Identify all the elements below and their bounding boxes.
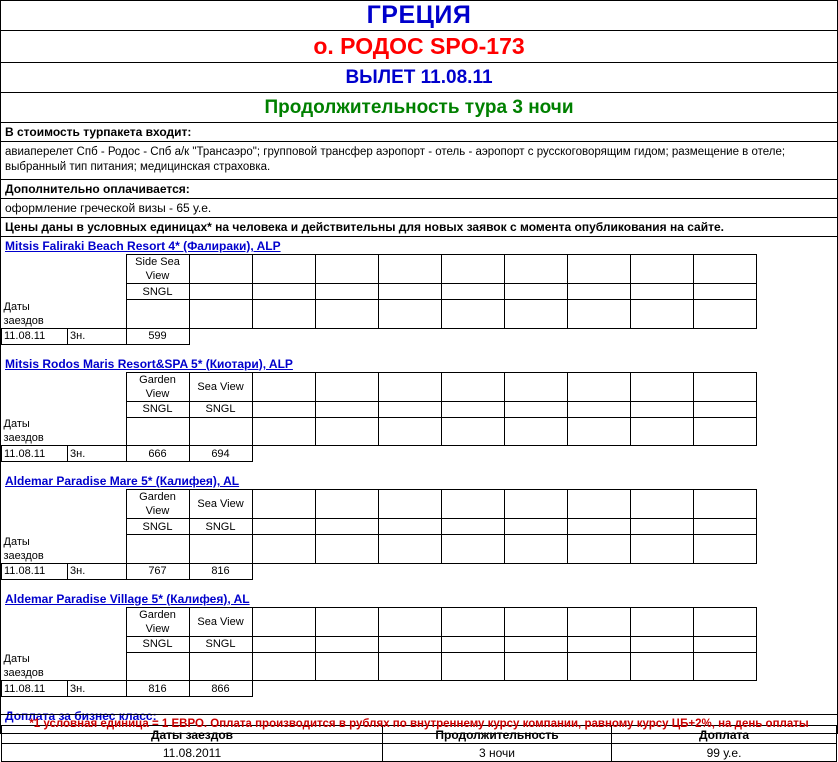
- room-type-row: [2, 490, 757, 519]
- blank-cell: [567, 284, 630, 300]
- dates-header-spacer: [126, 652, 189, 681]
- nights-cell: 3н.: [68, 446, 127, 462]
- title-row-country: [1, 1, 837, 31]
- blank-cell: [567, 490, 630, 519]
- blank-cell: [378, 372, 441, 401]
- blank-cell: [189, 300, 252, 329]
- blank-cell: [630, 284, 693, 300]
- blank-cell: [567, 300, 630, 329]
- table-row: [2, 744, 837, 762]
- hotel-rate-table: [1, 607, 757, 708]
- blank-cell: [252, 519, 315, 535]
- dates-header-row: [2, 417, 757, 446]
- blank-cell: [378, 255, 441, 284]
- occupancy-cell: SNGL: [126, 519, 189, 535]
- room-type-cell: Sea View: [189, 372, 252, 401]
- hotel-rate-table: [1, 489, 757, 590]
- hotel-name[interactable]: Mitsis Rodos Maris Resort&SPA 5* (Киотари), ALP: [5, 356, 293, 371]
- dates-label: Даты заездов: [2, 300, 68, 329]
- blank-cell: [693, 372, 756, 401]
- room-type-row: [2, 372, 757, 401]
- blank-cell: [252, 255, 315, 284]
- blank-cell: [693, 401, 756, 417]
- blank-cell: [315, 490, 378, 519]
- dates-header-spacer: [126, 417, 189, 446]
- blank-cell: [441, 607, 504, 636]
- extra-label-row: [1, 180, 837, 199]
- room-type-cell: Garden View: [126, 607, 189, 636]
- blank-cell: [252, 284, 315, 300]
- included-text: авиаперелет Спб - Родос - Спб а/к "Трансаэро"; групповой трансфер аэропорт - отель - аэропорт с русскоговорящим гидом; размещение в отеле; выбранный тип питания; медицинская страховка.: [1, 142, 837, 180]
- occupancy-cell: SNGL: [126, 636, 189, 652]
- blank-cell: [693, 255, 756, 284]
- dates-header-row: [2, 300, 757, 329]
- blank-cell: [189, 284, 252, 300]
- blank-cell: [378, 417, 441, 446]
- room-type-cell: Sea View: [189, 607, 252, 636]
- blank-cell: [630, 401, 693, 417]
- dates-header-row: [2, 652, 757, 681]
- hotel-name[interactable]: Aldemar Paradise Village 5* (Калифея), AL: [5, 591, 250, 606]
- blank-cell: [630, 490, 693, 519]
- hotel-block-1: [1, 355, 837, 473]
- blank-cell: [693, 300, 756, 329]
- occupancy-row: [2, 284, 757, 300]
- blank-cell: [315, 417, 378, 446]
- blank-cell: [693, 417, 756, 446]
- blank-cell: [441, 284, 504, 300]
- occupancy-cell: SNGL: [126, 401, 189, 417]
- blank-cell: [441, 255, 504, 284]
- occupancy-cell: SNGL: [189, 636, 252, 652]
- footnote: *1 условная единица = 1 ЕВРО. Оплата производится в рублях по внутреннему курсу компании, равному курсу ЦБ+2%, на день оплаты: [1, 714, 837, 733]
- blank-cell: [378, 284, 441, 300]
- extra-text-row: [1, 199, 837, 218]
- blank-cell: [252, 401, 315, 417]
- header-table: [1, 1, 837, 237]
- blank-cell: [504, 300, 567, 329]
- dates-header-spacer: [126, 535, 189, 564]
- blank-cell: [441, 519, 504, 535]
- blank-cell: [252, 417, 315, 446]
- blank-cell: [252, 490, 315, 519]
- spacer-row: [2, 462, 757, 473]
- col-header-duration: Продолжительность: [383, 726, 612, 744]
- blank-cell: [504, 519, 567, 535]
- title-row-duration: [1, 93, 837, 123]
- blank-cell: [504, 535, 567, 564]
- blank-cell: [378, 535, 441, 564]
- blank-cell: [378, 401, 441, 417]
- blank-cell: [252, 607, 315, 636]
- blank-cell: [252, 535, 315, 564]
- hotel-block-3: [1, 590, 837, 708]
- blank-cell: [315, 284, 378, 300]
- blank-cell: [252, 300, 315, 329]
- blank-cell: [252, 652, 315, 681]
- price-cell: 816: [189, 563, 252, 579]
- blank-cell: [315, 300, 378, 329]
- blank-cell: [441, 300, 504, 329]
- blank-cell: [630, 652, 693, 681]
- blank-cell: [567, 652, 630, 681]
- hotel-name[interactable]: Aldemar Paradise Mare 5* (Калифея), AL: [5, 474, 240, 488]
- extra-text: оформление греческой визы - 65 у.е.: [1, 199, 837, 218]
- price-cell: 816: [126, 681, 189, 697]
- title-row-departure: [1, 63, 837, 93]
- price-row: [2, 446, 757, 462]
- blank-cell: [567, 401, 630, 417]
- blank-cell: [504, 372, 567, 401]
- occupancy-row: [2, 401, 757, 417]
- spacer-row: [2, 579, 757, 590]
- blank-cell: [315, 652, 378, 681]
- blank-cell: [189, 255, 252, 284]
- blank-cell: [504, 417, 567, 446]
- price-cell: 666: [126, 446, 189, 462]
- blank-cell: [315, 607, 378, 636]
- spacer-row: [2, 697, 757, 708]
- price-row: [2, 681, 757, 697]
- departure-title: ВЫЛЕТ 11.08.11: [1, 63, 837, 93]
- hotel-rate-table: [1, 372, 757, 473]
- blank-cell: [567, 519, 630, 535]
- nights-cell: 3н.: [68, 328, 127, 344]
- blank-cell: [630, 636, 693, 652]
- included-text-row: [1, 142, 837, 180]
- resort-title: о. РОДОС SPO-173: [1, 31, 837, 63]
- blank-cell: [504, 636, 567, 652]
- blank-cell: [315, 519, 378, 535]
- dates-header-spacer: [189, 417, 252, 446]
- blank-cell: [567, 607, 630, 636]
- blank-cell: [630, 535, 693, 564]
- blank-cell: [567, 535, 630, 564]
- blank-cell: [441, 490, 504, 519]
- dates-label: Даты заездов: [2, 417, 68, 446]
- blank-cell: [504, 284, 567, 300]
- cell-dates: 11.08.2011: [2, 744, 383, 762]
- blank-cell: [693, 636, 756, 652]
- hotel-block-0: [1, 237, 837, 355]
- cell-duration: 3 ночи: [383, 744, 612, 762]
- included-label: В стоимость турпакета входит:: [1, 123, 837, 142]
- cell-surcharge: 99 у.е.: [612, 744, 837, 762]
- blank-cell: [441, 401, 504, 417]
- room-type-cell: Garden View: [126, 490, 189, 519]
- occupancy-cell: SNGL: [189, 401, 252, 417]
- blank-cell: [630, 607, 693, 636]
- blank-cell: [315, 372, 378, 401]
- room-type-cell: Garden View: [126, 372, 189, 401]
- included-label-row: [1, 123, 837, 142]
- blank-cell: [252, 372, 315, 401]
- dates-header-spacer: [126, 300, 189, 329]
- room-type-row: [2, 255, 757, 284]
- date-cell: 11.08.11: [2, 446, 68, 462]
- blank-cell: [567, 255, 630, 284]
- price-cell: 866: [189, 681, 252, 697]
- blank-cell: [693, 652, 756, 681]
- blank-cell: [630, 255, 693, 284]
- blank-cell: [315, 636, 378, 652]
- date-cell: 11.08.11: [2, 563, 68, 579]
- dates-header-spacer: [189, 535, 252, 564]
- blank-cell: [630, 372, 693, 401]
- title-row-resort: [1, 31, 837, 63]
- price-row: [2, 563, 757, 579]
- prices-note-row: [1, 218, 837, 237]
- blank-cell: [504, 652, 567, 681]
- blank-cell: [630, 519, 693, 535]
- date-cell: 11.08.11: [2, 681, 68, 697]
- blank-cell: [315, 401, 378, 417]
- hotel-block-2: [1, 472, 837, 590]
- dates-label: Даты заездов: [2, 535, 68, 564]
- blank-cell: [441, 372, 504, 401]
- price-cell: 767: [126, 563, 189, 579]
- date-cell: 11.08.11: [2, 328, 68, 344]
- blank-cell: [378, 607, 441, 636]
- blank-cell: [630, 300, 693, 329]
- price-cell: 694: [189, 446, 252, 462]
- blank-cell: [378, 300, 441, 329]
- blank-cell: [378, 519, 441, 535]
- blank-cell: [441, 652, 504, 681]
- nights-cell: 3н.: [68, 681, 127, 697]
- nights-cell: 3н.: [68, 563, 127, 579]
- spacer-row: [2, 344, 757, 355]
- blank-cell: [315, 255, 378, 284]
- prices-note: Цены даны в условных единицах* на человека и действительны для новых заявок с момента опубликования на сайте.: [1, 218, 837, 237]
- duration-title: Продолжительность тура 3 ночи: [1, 93, 837, 123]
- dates-label: Даты заездов: [2, 652, 68, 681]
- blank-cell: [504, 490, 567, 519]
- blank-cell: [693, 519, 756, 535]
- country-title: ГРЕЦИЯ: [1, 1, 837, 31]
- blank-cell: [441, 636, 504, 652]
- col-header-dates: Даты заездов: [2, 726, 383, 744]
- blank-cell: [693, 607, 756, 636]
- blank-cell: [504, 255, 567, 284]
- blank-cell: [693, 535, 756, 564]
- dates-header-spacer: [189, 652, 252, 681]
- blank-cell: [630, 417, 693, 446]
- blank-cell: [252, 636, 315, 652]
- occupancy-cell: SNGL: [126, 284, 189, 300]
- business-class-label: Доплата за бизнес класс:: [5, 709, 157, 723]
- blank-cell: [567, 417, 630, 446]
- room-type-cell: Sea View: [189, 490, 252, 519]
- blank-cell: [693, 490, 756, 519]
- price-cell: 599: [126, 328, 189, 344]
- blank-cell: [378, 652, 441, 681]
- blank-cell: [567, 372, 630, 401]
- price-row: [2, 328, 757, 344]
- extra-label: Дополнительно оплачивается:: [1, 180, 837, 199]
- col-header-surcharge: Доплата: [612, 726, 837, 744]
- occupancy-cell: SNGL: [189, 519, 252, 535]
- room-type-row: [2, 607, 757, 636]
- blank-cell: [378, 490, 441, 519]
- occupancy-row: [2, 519, 757, 535]
- hotel-name[interactable]: Mitsis Faliraki Beach Resort 4* (Фалираки), ALP: [5, 239, 281, 253]
- blank-cell: [504, 607, 567, 636]
- blank-cell: [567, 636, 630, 652]
- room-type-cell: Side Sea View: [126, 255, 189, 284]
- occupancy-row: [2, 636, 757, 652]
- blank-cell: [693, 284, 756, 300]
- blank-cell: [504, 401, 567, 417]
- hotel-rate-table: [1, 254, 757, 355]
- blank-cell: [378, 636, 441, 652]
- blank-cell: [315, 535, 378, 564]
- blank-cell: [441, 535, 504, 564]
- blank-cell: [441, 417, 504, 446]
- dates-header-row: [2, 535, 757, 564]
